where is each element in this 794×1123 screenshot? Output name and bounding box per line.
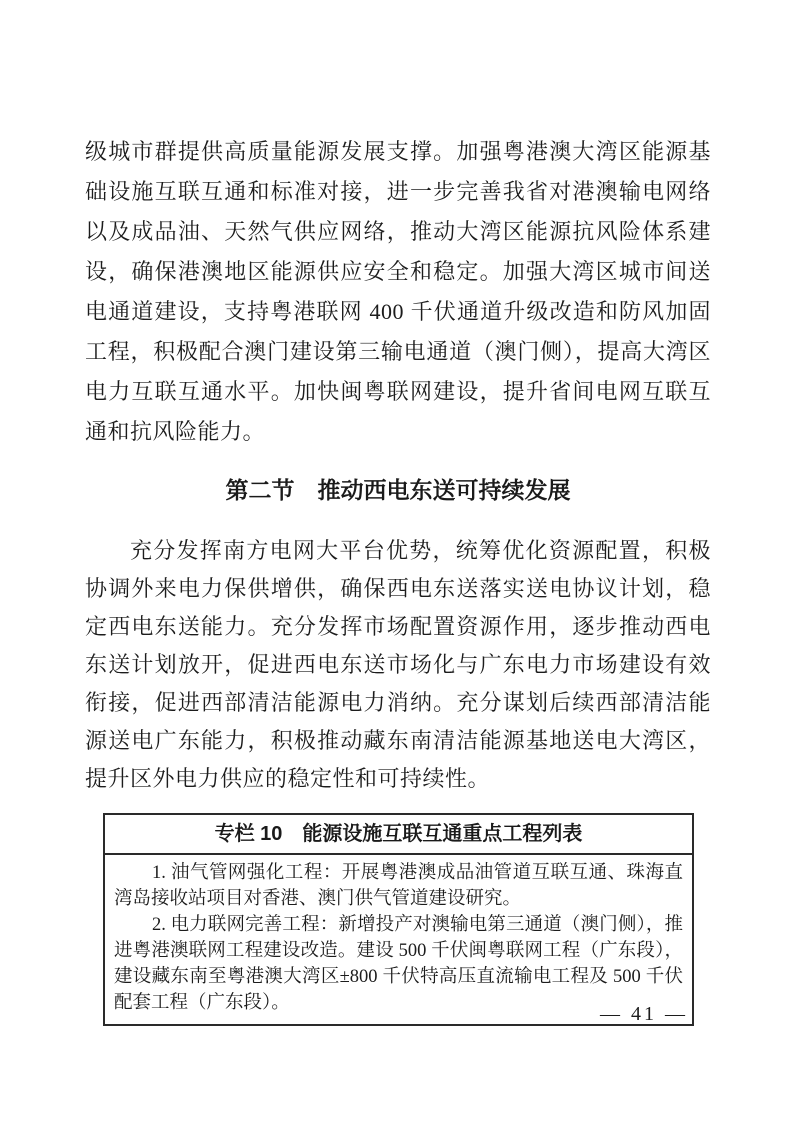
- feature-box-column-10: [103, 813, 694, 1026]
- feature-box-item-2: 2. 电力联网完善工程：新增投产对澳输电第三通道（澳门侧），推进粤港澳联网工程建设改造。建设 500 千伏闽粤联网工程（广东段），建设藏东南至粤港澳大湾区±800 千伏特高压直流输电工程及 500 千伏配套工程（广东段）。: [114, 915, 683, 1013]
- paragraph-west-east-power: 充分发挥南方电网大平台优势，统筹优化资源配置，积极协调外来电力保供增供，确保西电东送落实送电协议计划，稳定西电东送能力。充分发挥市场配置资源作用，逐步推动西电东送计划放开，促进西电东送市场化与广东电力市场建设有效衔接，促进西部清洁能源电力消纳。充分谋划后续西部清洁能源送电广东能力，积极推动藏东南清洁能源基地送电大湾区，提升区外电力供应的稳定性和可持续性。: [85, 538, 711, 791]
- paragraph-continuation: 级城市群提供高质量能源发展支撑。加强粤港澳大湾区能源基础设施互联互通和标准对接，进一步完善我省对港澳输电网络以及成品油、天然气供应网络，推动大湾区能源抗风险体系建设，确保港澳地区能源供应安全和稳定。加强大湾区城市间送电通道建设，支持粤港联网 400 千伏通道升级改造和防风加固工程，积极配合澳门建设第三输电通道（澳门侧），提高大湾区电力互联互通水平。加快闽粤联网建设，提升省间电网互联互通和抗风险能力。: [85, 139, 711, 444]
- feature-box-item-1: 1. 油气管网强化工程：开展粤港澳成品油管道互联互通、珠海直湾岛接收站项目对香港、澳门供气管道建设研究。: [114, 863, 683, 909]
- section-heading: 第二节 推动西电东送可持续发展: [225, 477, 571, 503]
- page-number: — 41 —: [600, 1003, 688, 1025]
- page-content: [85, 132, 711, 1026]
- feature-box-title: 专栏 10 能源设施互联互通重点工程列表: [105, 815, 692, 855]
- feature-box-body: [105, 855, 692, 1024]
